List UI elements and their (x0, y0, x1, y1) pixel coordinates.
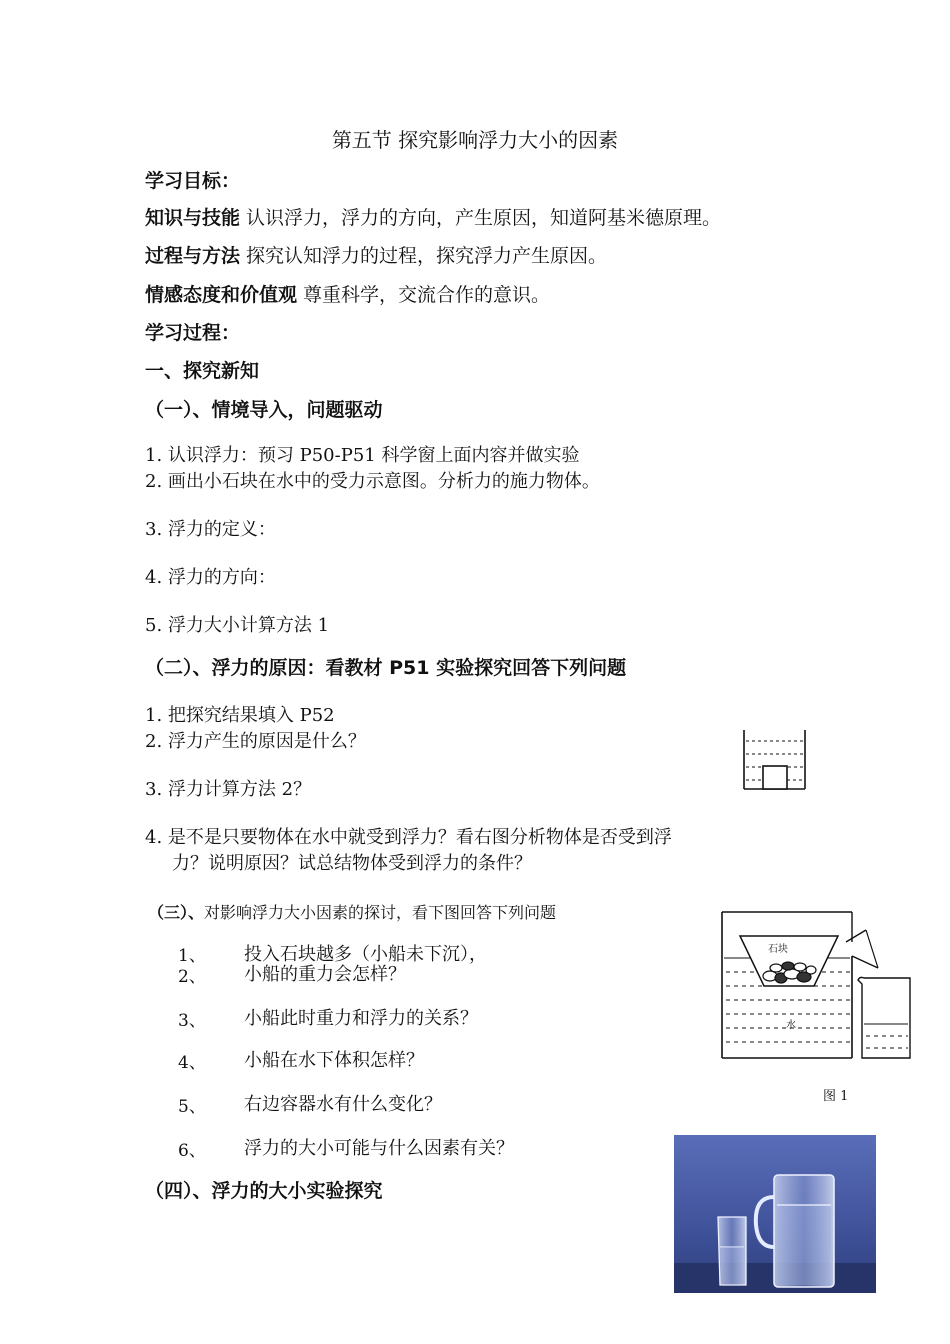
water-label: 水 (786, 1020, 796, 1031)
overflow-figure (718, 908, 914, 1068)
section3-heading (148, 900, 556, 923)
list-item: 2. 画出小石块在水中的受力示意图。分析力的施力物体。 (145, 471, 600, 492)
objective-label: 情感态度和价值观 (145, 284, 298, 306)
list-number: 6、 (178, 1141, 206, 1161)
objective-text: 探究认知浮力的过程，探究浮力产生原因。 (240, 245, 608, 267)
container-diagram (742, 728, 808, 792)
list-item: 5. 浮力大小计算方法 1 (145, 615, 330, 636)
section3-heading-prefix: （三）、 (148, 903, 205, 922)
objectives-heading: 学习目标： (145, 170, 241, 192)
section3-heading-text: 对影响浮力大小因素的探讨，看下图回答下列问题 (204, 903, 557, 922)
objective-text: 认识浮力，浮力的方向，产生原因，知道阿基米德原理。 (240, 207, 722, 229)
list-number: 3、 (178, 1011, 206, 1031)
stone-label: 石块 (768, 944, 788, 955)
list-item: 1. 认识浮力：预习 P50-P51 科学窗上面内容并做实验 (145, 445, 580, 466)
list-item: 右边容器水有什么变化？ (244, 1094, 442, 1115)
objective-text: 尊重科学，交流合作的意识。 (297, 284, 551, 306)
list-item: 3. 浮力的定义： (145, 519, 276, 540)
section2-heading: （二）、浮力的原因：看教材 P51 实验探究回答下列问题 (145, 657, 627, 679)
list-item: 浮力的大小可能与什么因素有关？ (244, 1138, 514, 1159)
beaker-photo (674, 1135, 876, 1293)
list-item: 投入石块越多（小船未下沉）， (244, 944, 487, 965)
part1-heading: 一、探究新知 (145, 360, 260, 382)
list-number: 1、 (178, 946, 206, 966)
list-item: 小船在水下体积怎样？ (244, 1050, 424, 1071)
figure-caption: 图 1 (823, 1089, 849, 1104)
list-number: 2、 (178, 967, 206, 987)
objective-process (145, 241, 607, 268)
list-item: 小船的重力会怎样？ (244, 964, 406, 985)
list-number: 5、 (178, 1097, 206, 1117)
process-heading: 学习过程： (145, 322, 241, 344)
list-item: 2. 浮力产生的原因是什么？ (145, 731, 366, 752)
list-item: 小船此时重力和浮力的关系？ (244, 1008, 478, 1029)
objective-knowledge (145, 203, 721, 230)
section1-heading: （一）、情境导入，问题驱动 (145, 399, 383, 421)
objective-label: 过程与方法 (145, 245, 241, 267)
objective-emotion (145, 280, 550, 307)
objective-label: 知识与技能 (145, 207, 241, 229)
list-item: 3. 浮力计算方法 2？ (145, 779, 312, 800)
list-item: 4. 浮力的方向： (145, 567, 276, 588)
page-title: 第五节 探究影响浮力大小的因素 (331, 128, 619, 152)
list-item-continued: 力？说明原因？试总结物体受到浮力的条件？ (172, 853, 532, 874)
list-item: 1. 把探究结果填入 P52 (145, 705, 335, 726)
list-number: 4、 (178, 1053, 206, 1073)
list-item: 4. 是不是只要物体在水中就受到浮力？看右图分析物体是否受到浮 (145, 827, 672, 848)
section4-heading: （四）、浮力的大小实验探究 (145, 1180, 383, 1202)
